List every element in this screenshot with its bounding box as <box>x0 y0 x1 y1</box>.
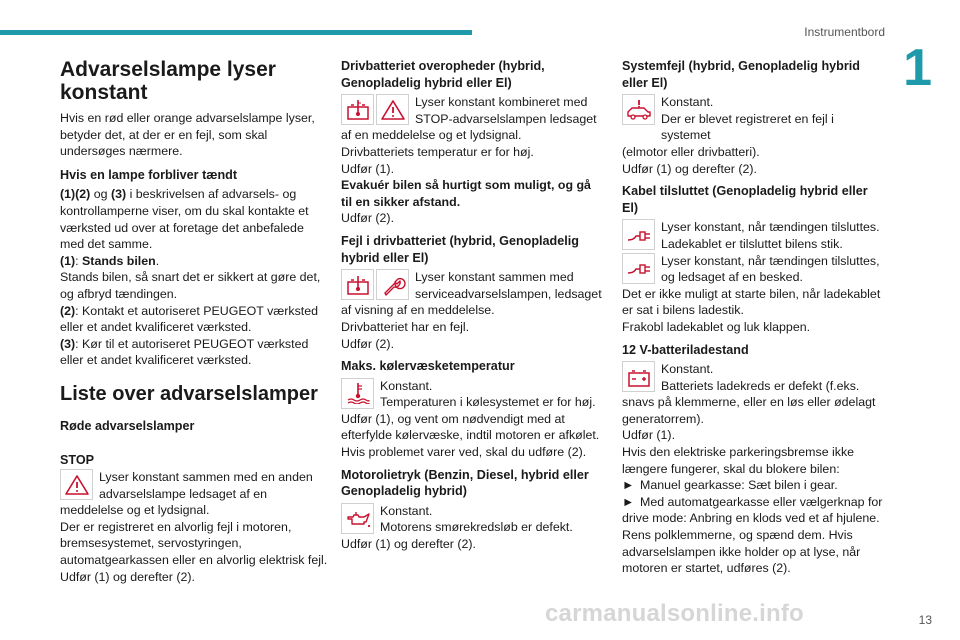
system-text-3: (elmotor eller drivbatteri). <box>622 144 760 159</box>
heading-battery-overheat: Drivbatteriet overopheder (hybrid, Genopladelig hybrid eller El) <box>341 59 545 90</box>
system-warning <box>622 94 884 144</box>
subheading-lamp-on: Hvis en lampe forbliver tændt <box>60 167 238 182</box>
coolant-text-3: Udfør (1), og vent om nødvendigt med at efterfylde kølervæske, indtil motoren er afkølet. <box>341 411 600 443</box>
fault-text-2: af visning af en meddelelse. <box>341 303 495 318</box>
oil-text-3: Udfør (1) og derefter (2). <box>341 537 476 552</box>
battery-bullet-1 <box>622 477 884 494</box>
battery-temperature-icon <box>341 94 374 125</box>
overheat-text-5: Udfør (2). <box>341 211 395 226</box>
battery-text-4: Udfør (1). <box>622 428 676 443</box>
section-title: Instrumentbord <box>804 25 885 39</box>
overheat-warning <box>341 94 603 127</box>
heading-12v-battery: 12 V-batteriladestand <box>622 342 749 357</box>
coolant-temperature-icon <box>341 378 374 409</box>
codes-paragraph <box>60 186 328 252</box>
code-1-text: Stands bilen, så snart det er sikkert at gøre det, og afbryd tændingen. <box>60 270 321 301</box>
stop-text-3: Der er registreret en alvorlig fejl i motoren, bremsesystemet, servostyringen, automatgearkassen eller en alvorlig elektrisk fejl. <box>60 519 328 568</box>
header-accent-bar <box>0 30 472 35</box>
overheat-text-1: Lyser konstant kombineret med STOP-advarselslampen ledsaget <box>415 95 597 126</box>
bullet-arrow: ► <box>622 478 635 493</box>
heading-oil-pressure: Motorolietryk (Benzin, Diesel, hybrid eller Genopladelig hybrid) <box>341 467 589 499</box>
charging-plug-icon <box>622 253 655 284</box>
code-1-label: (1) <box>60 253 76 268</box>
battery-icon <box>622 361 655 392</box>
code-1-line: (1): Stands bilen. <box>60 253 160 268</box>
overheat-bold: Evakuér bilen så hurtigt som muligt, og gå til en sikker afstand. <box>341 178 591 209</box>
code-3: (3) <box>110 187 127 202</box>
battery-text-1: Konstant. <box>661 362 714 377</box>
system-text-2: Der er blevet registreret en fejl i systemet <box>661 111 834 143</box>
coolant-warning <box>341 378 603 411</box>
bullet-2-text: Med automatgearkasse eller vælgerknap for drive mode: Anbring en klods ved et af hjulene. <box>622 494 883 526</box>
cable-text-b1: Lyser konstant, når tændingen tilsluttes, <box>661 253 880 268</box>
oil-text-2: Motorens smørekredsløb er defekt. <box>380 520 573 535</box>
codes-rest: i beskrivelsen af advarsels- og kontrollamperne viser, om du skal kontakte et værksted ud over at foretage det anbefalede med det samme. <box>60 187 309 252</box>
system-text-1: Konstant. <box>661 95 714 110</box>
battery-text-6: Rens polklemmerne, og spænd dem. Hvis advarselslampen ikke holder op at lyse, når motoren er startet, udføres (2). <box>622 528 861 576</box>
intro-text: Hvis en rød eller orange advarselslampe lyser, betyder det, at der er en fejl, som skal undersøges nærmere. <box>60 111 315 159</box>
overheat-text-4: Udfør (1). <box>341 161 395 176</box>
code-2-text: : Kontakt et autoriseret PEUGEOT værksted eller et andet kvalificeret værksted. <box>60 303 319 335</box>
stop-text-4: Udfør (1) og derefter (2). <box>60 569 195 584</box>
coolant-text-4: Hvis problemet varer ved, skal du udføre (2). <box>341 445 587 460</box>
page-number: 13 <box>918 613 932 627</box>
heading-cable-connected: Kabel tilsluttet (Genopladelig hybrid eller El) <box>622 184 868 215</box>
warning-triangle-icon <box>60 469 93 500</box>
stop-warning <box>60 469 328 502</box>
cable-text-a2: Ladekablet er tilsluttet bilens stik. <box>661 236 843 251</box>
subheading-red-lamps: Røde advarselslamper <box>60 418 195 433</box>
battery-text-3: snavs på klemmerne, eller en løs eller ødelagt generatorrem). <box>622 395 876 426</box>
code-2-label: (2) <box>60 303 76 318</box>
battery-bullet-2 <box>622 494 884 527</box>
stop-car-label: Stands bilen <box>82 253 156 268</box>
cable-warning-b <box>622 253 884 286</box>
cable-warning-a <box>622 219 884 252</box>
battery-text-5: Hvis den elektriske parkeringsbremse ikke længere fungerer, skal du blokere bilen: <box>622 445 855 476</box>
oil-text-1: Konstant. <box>380 503 433 518</box>
stop-text-1: Lyser konstant sammen med en anden advarselslampe ledsaget af en <box>99 470 313 501</box>
oil-can-icon <box>341 503 374 534</box>
charging-plug-icon <box>622 219 655 250</box>
cable-text-4: Frakobl ladekablet og luk klappen. <box>622 319 811 334</box>
heading-lamp-constant: Advarselslampe lyser konstant <box>60 58 276 104</box>
oil-warning <box>341 503 603 536</box>
bullet-1-text: Manuel gearkasse: Sæt bilen i gear. <box>640 478 838 493</box>
bullet-arrow: ► <box>622 494 635 509</box>
cable-text-3: Det er ikke muligt at starte bilen, når ladekablet er sat i bilens ladestik. <box>622 286 881 318</box>
code-3-label: (3) <box>60 336 76 351</box>
codes-og: og <box>90 187 111 202</box>
wrench-icon <box>376 269 409 300</box>
column-1 <box>60 58 328 585</box>
stop-text-2: meddelelse og et lydsignal. <box>60 503 210 518</box>
column-3 <box>622 58 884 577</box>
watermark: carmanualsonline.info <box>545 600 804 627</box>
system-text-4: Udfør (1) og derefter (2). <box>622 161 757 176</box>
column-2 <box>341 58 603 553</box>
battery-fault-icon <box>341 269 374 300</box>
battery-text-2: Batteriets ladekreds er defekt (f.eks. <box>661 378 860 393</box>
car-warning-icon <box>622 94 655 125</box>
code-1-2: (1)(2) <box>60 187 91 202</box>
battery-warning <box>622 361 884 394</box>
fault-warning <box>341 269 603 302</box>
coolant-text-1: Konstant. <box>380 378 433 393</box>
overheat-evacuate <box>341 177 603 210</box>
fault-text-4: Udfør (2). <box>341 336 395 351</box>
coolant-text-2: Temperaturen i kølesystemet er for høj. <box>380 395 596 410</box>
code-2-line <box>60 303 328 336</box>
cable-text-a1: Lyser konstant, når tændingen tilsluttes. <box>661 220 880 235</box>
overheat-text-2: af en meddelelse og et lydsignal. <box>341 128 522 143</box>
heading-warning-list: Liste over advarselslamper <box>60 382 318 405</box>
heading-system-fault: Systemfejl (hybrid, Genopladelig hybrid eller El) <box>622 59 860 90</box>
warning-triangle-icon <box>376 94 409 125</box>
overheat-text-3: Drivbatteriets temperatur er for høj. <box>341 144 534 159</box>
code-3-line <box>60 336 328 369</box>
chapter-number: 1 <box>903 39 932 97</box>
fault-text-3: Drivbatteriet har en fejl. <box>341 319 470 334</box>
code-3-text: : Kør til et autoriseret PEUGEOT værksted eller et andet kvalificeret værksted. <box>60 336 309 368</box>
cable-text-b2: og ledsaget af en besked. <box>661 270 803 285</box>
heading-coolant: Maks. kølervæsketemperatur <box>341 359 515 374</box>
heading-battery-fault: Fejl i drivbatteriet (hybrid, Genopladelig hybrid eller El) <box>341 233 579 265</box>
stop-title: STOP <box>60 452 95 467</box>
fault-text-1: Lyser konstant sammen med serviceadvarselslampen, ledsaget <box>415 270 602 301</box>
